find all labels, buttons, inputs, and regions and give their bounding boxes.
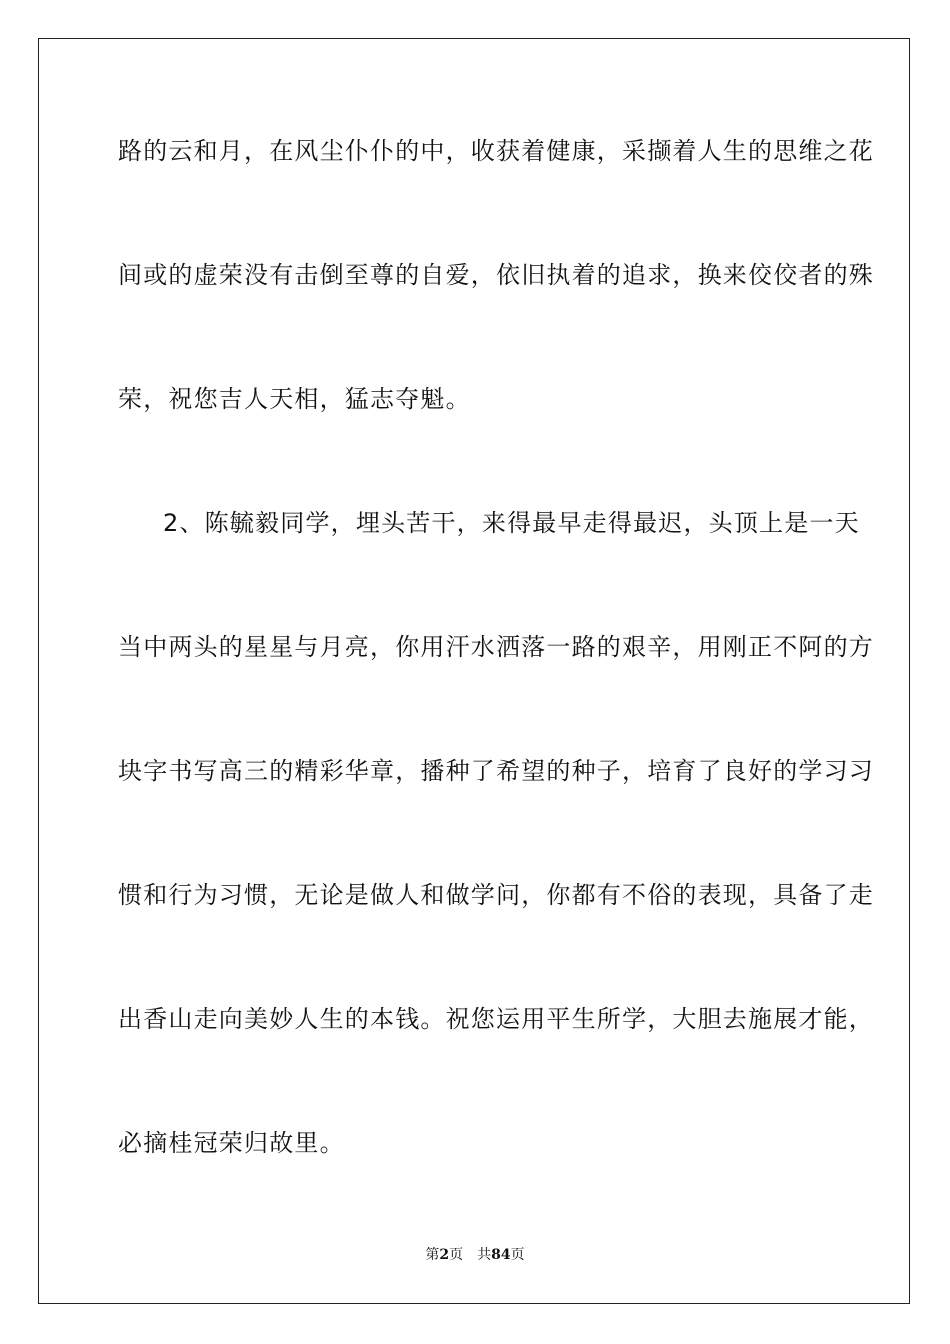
paragraph-line: 间或的虚荣没有击倒至尊的自爱，依旧执着的追求，换来佼佼者的殊	[118, 261, 874, 289]
footer-total-pages: 84	[491, 1247, 511, 1263]
paragraph-line: 出香山走向美妙人生的本钱。祝您运用平生所学，大胆去施展才能，	[118, 1005, 874, 1033]
footer-total-suffix: 页	[510, 1247, 525, 1263]
paragraph-line: 路的云和月，在风尘仆仆的中，收获着健康，采撷着人生的思维之花	[118, 137, 874, 165]
paragraph-line: 必摘桂冠荣归故里。	[118, 1129, 345, 1157]
paragraph-line: 荣，祝您吉人天相，猛志夺魁。	[118, 385, 471, 413]
paragraph-line: 块字书写高三的精彩华章，播种了希望的种子，培育了良好的学习习	[118, 757, 874, 785]
footer-total-prefix: 共	[477, 1247, 492, 1263]
paragraph-line-indented: 2、陈毓毅同学，埋头苦干，来得最早走得最迟，头顶上是一天	[163, 509, 860, 537]
footer-page-suffix: 页	[449, 1247, 464, 1263]
footer-page-number: 2	[439, 1247, 450, 1263]
paragraph-line: 惯和行为习惯，无论是做人和做学问，你都有不俗的表现，具备了走	[118, 881, 874, 909]
paragraph-line: 当中两头的星星与月亮，你用汗水洒落一路的艰辛，用刚正不阿的方	[118, 633, 874, 661]
footer-page-prefix: 第	[425, 1247, 440, 1263]
page-footer	[0, 1246, 950, 1264]
page-frame	[38, 38, 910, 1304]
